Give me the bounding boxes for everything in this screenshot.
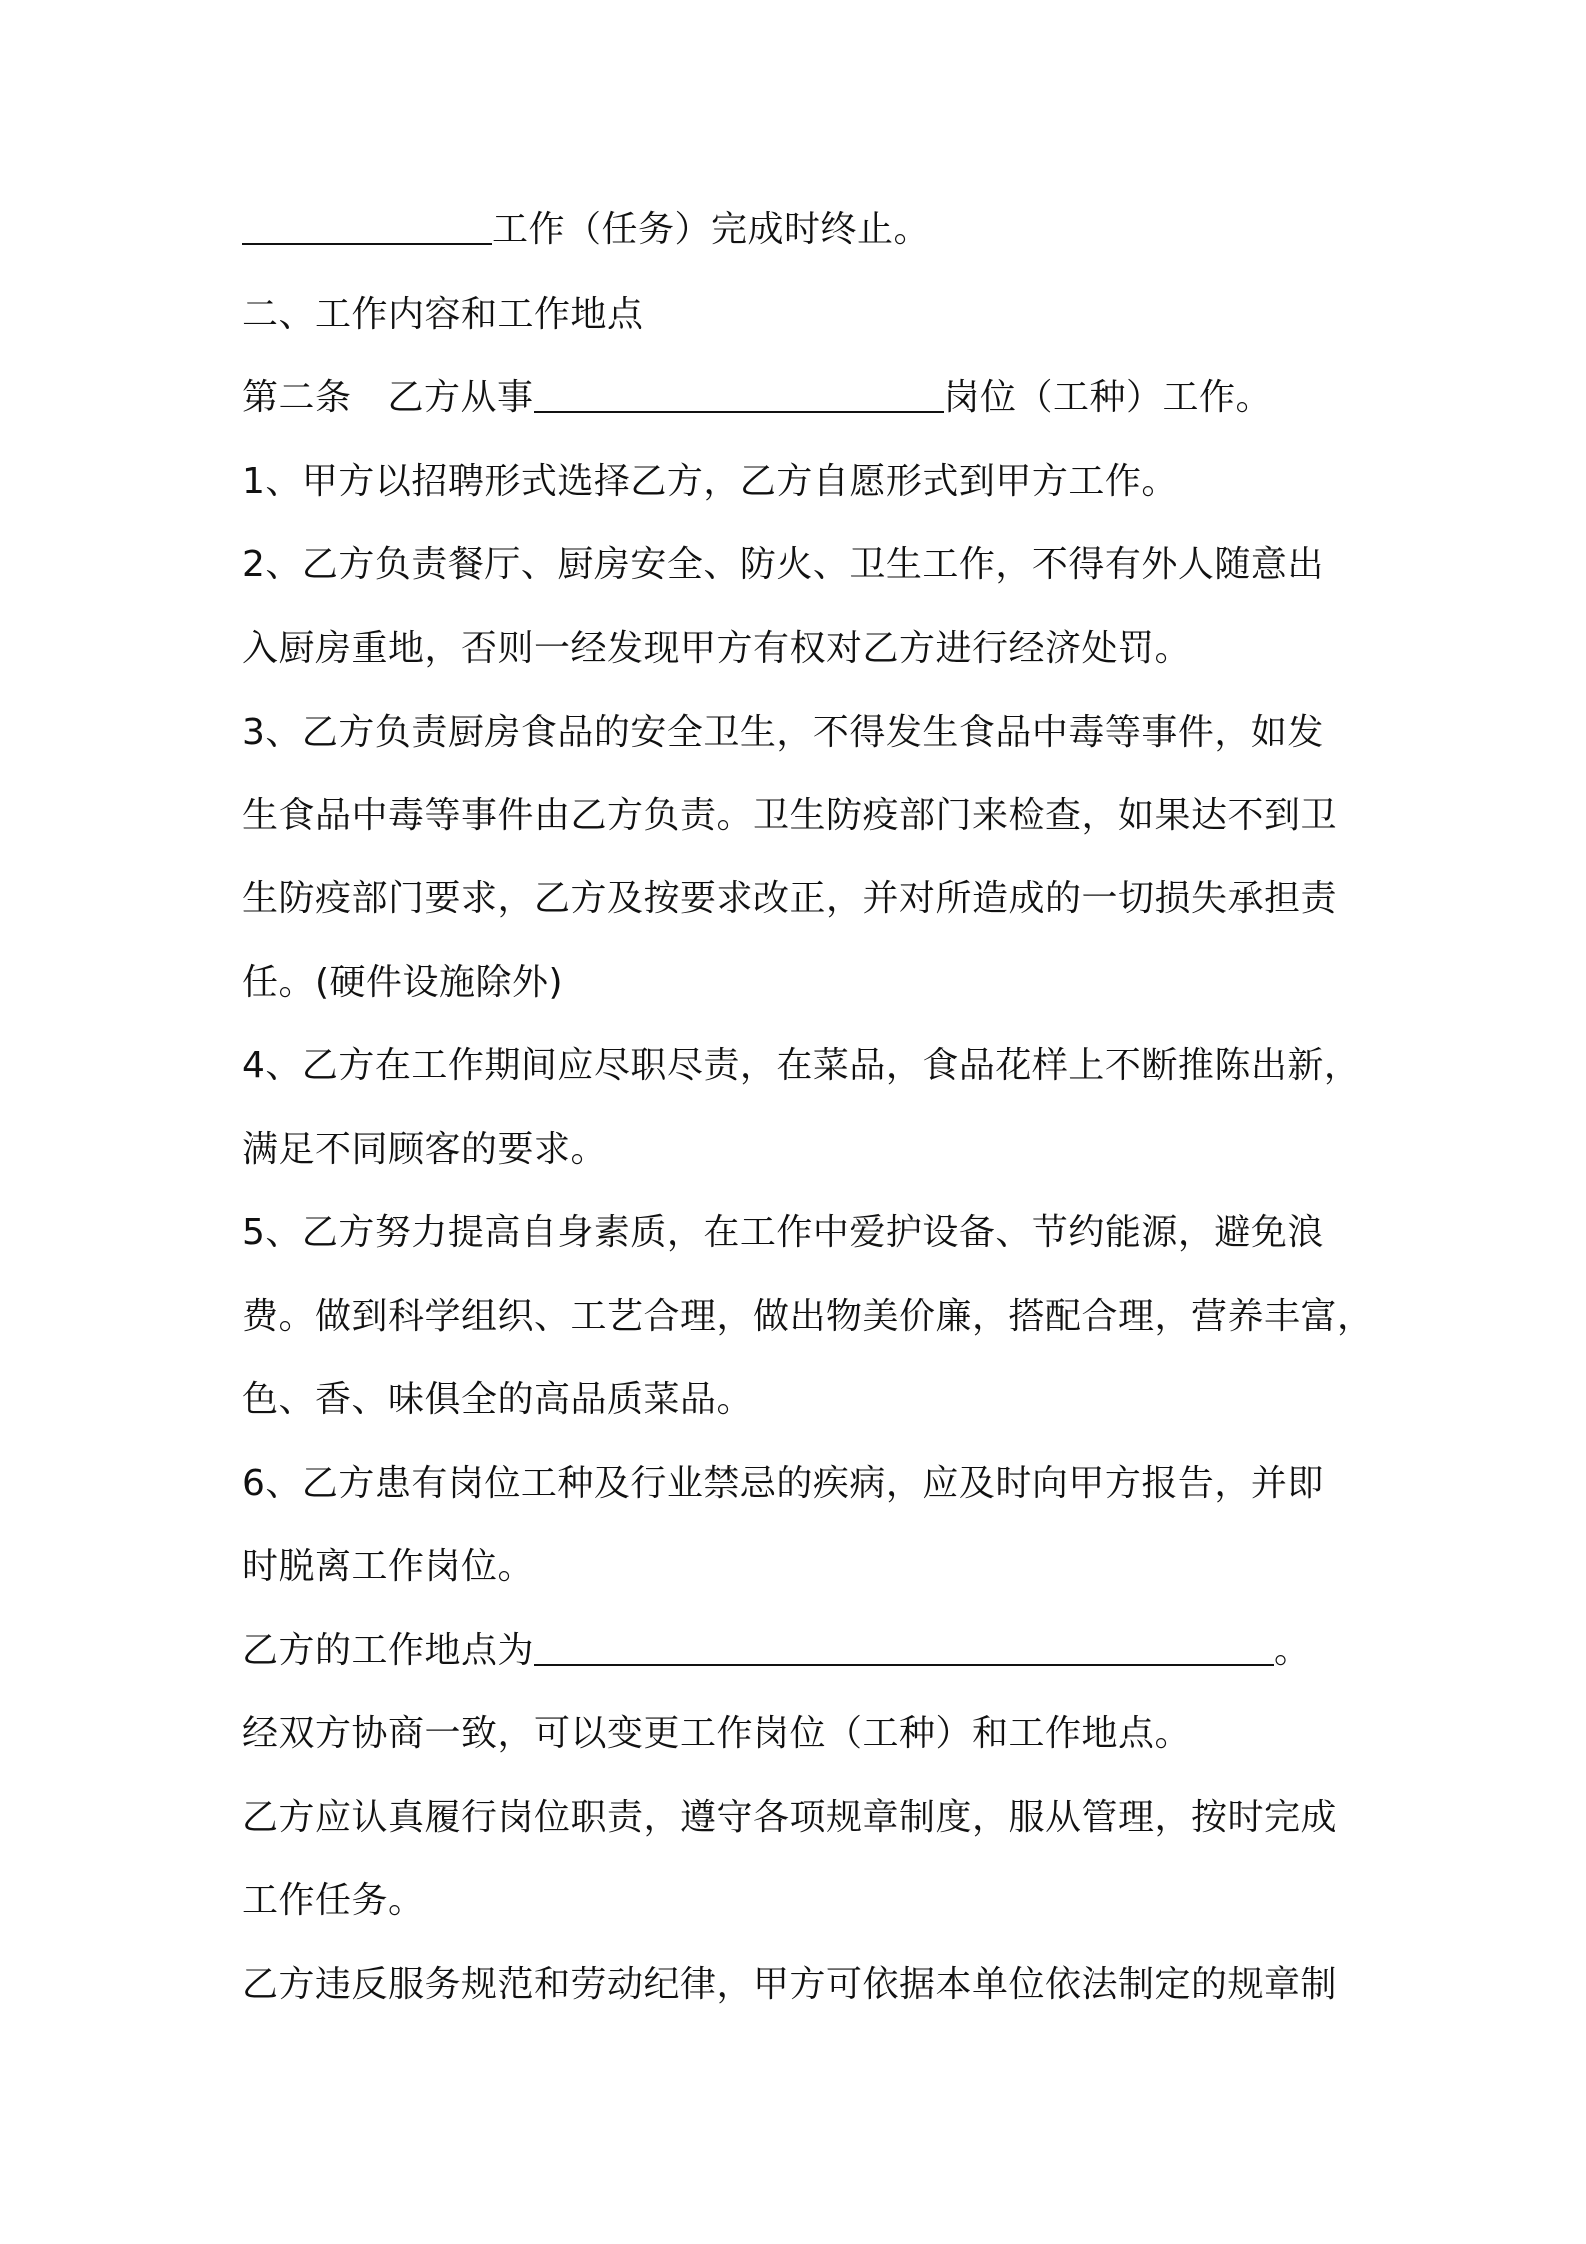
clause-line: 1、甲方以招聘形式选择乙方，乙方自愿形式到甲方工作。: [242, 461, 1178, 502]
clause-line: 5、乙方努力提高自身素质，在工作中爱护设备、节约能源，避免浪: [242, 1212, 1324, 1253]
clause-line: 时脱离工作岗位。: [242, 1546, 535, 1587]
clause-line: 色、香、味俱全的高品质菜品。: [242, 1379, 754, 1420]
section-heading: 二、工作内容和工作地点: [242, 294, 644, 335]
line-suffix: 岗位（工种）工作。: [943, 377, 1273, 418]
clause-line: 乙方应认真履行岗位职责，遵守各项规章制度，服从管理，按时完成: [242, 1797, 1338, 1838]
blank-field-location[interactable]: [534, 1630, 1274, 1666]
work-location-line: [242, 1626, 1362, 1676]
line-suffix: 工作（任务）完成时终止。: [492, 209, 931, 250]
clause-line: 工作任务。: [242, 1880, 425, 1921]
contract-line-term-end: [242, 205, 1362, 255]
line-prefix: 乙方的工作地点为: [242, 1630, 535, 1671]
clause-line: 入厨房重地，否则一经发现甲方有权对乙方进行经济处罚。: [242, 628, 1192, 669]
clause-line: 经双方协商一致，可以变更工作岗位（工种）和工作地点。: [242, 1713, 1192, 1754]
clause-line: 生防疫部门要求，乙方及按要求改正，并对所造成的一切损失承担责: [242, 878, 1338, 919]
clause-line: 费。做到科学组织、工艺合理，做出物美价廉，搭配合理，营养丰富，: [242, 1296, 1374, 1337]
clause-line: 满足不同顾客的要求。: [242, 1129, 608, 1170]
line-suffix: 。: [1274, 1630, 1311, 1671]
article-two: [242, 373, 1362, 423]
line-prefix: 乙方从事: [387, 377, 534, 418]
clause-line: 生食品中毒等事件由乙方负责。卫生防疫部门来检查，如果达不到卫: [242, 795, 1338, 836]
clause-line: 任。(硬件设施除外): [242, 962, 564, 1003]
clause-line: 2、乙方负责餐厅、厨房安全、防火、卫生工作，不得有外人随意出: [242, 544, 1324, 585]
clause-line: 6、乙方患有岗位工种及行业禁忌的疾病，应及时向甲方报告，并即: [242, 1463, 1324, 1504]
clause-line: 乙方违反服务规范和劳动纪律，甲方可依据本单位依法制定的规章制: [242, 1964, 1338, 2005]
clause-line: 4、乙方在工作期间应尽职尽责，在菜品，食品花样上不断推陈出新，: [242, 1045, 1361, 1086]
clause-line: 3、乙方负责厨房食品的安全卫生，不得发生食品中毒等事件，如发: [242, 712, 1324, 753]
blank-field-position[interactable]: [534, 377, 944, 413]
blank-field-task[interactable]: [242, 209, 492, 245]
article-number: 第二条: [242, 377, 352, 418]
